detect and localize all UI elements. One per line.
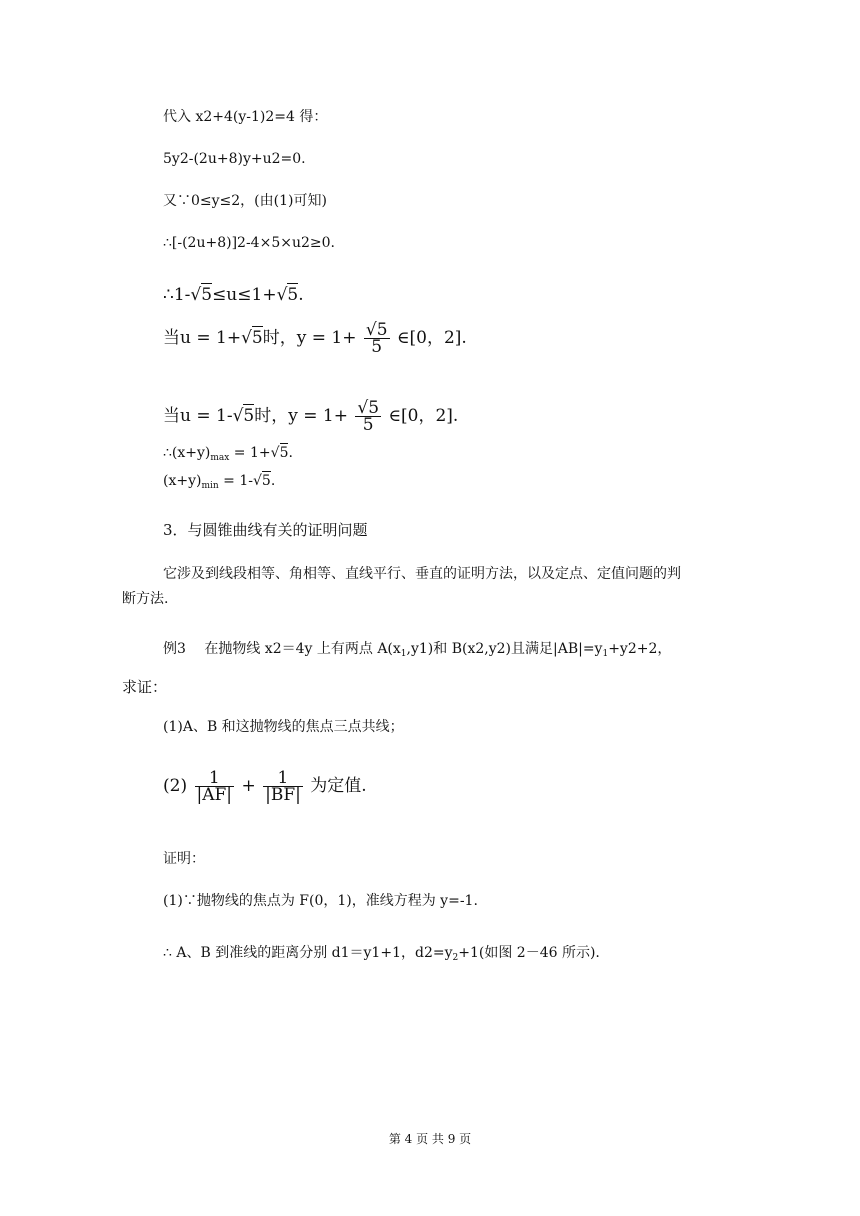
line-when-u-minus: 当u = 1-√5时，y = 1+ $\frac{√5}{5}$ ∈[0，2]. <box>163 398 459 435</box>
page-footer: 第 4 页 共 9 页 <box>388 1132 472 1146</box>
fraction-1-over-bf: $\frac{1}{|BF|}$ <box>265 768 301 805</box>
paragraph-line-1: 它涉及到线段相等、角相等、直线平行、垂直的证明方法，以及定点、定值问题的判 <box>163 566 681 582</box>
example-3-statement: 例3 在抛物线 x2＝4y 上有两点 $A(x_1,y1)$和 B(x2,y2)且满足$|AB|=y_1+y2+2$， <box>163 641 672 659</box>
line-range-y: 又∵0≤y≤2，(由(1)可知) <box>163 193 327 209</box>
example-3-prove: 求证： <box>122 678 168 696</box>
proof-heading: 证明： <box>163 851 205 867</box>
proof-line-2: ∴ A、B 到准线的距离分别 d1＝y1+1，$d2=y_2+1$(如图 2－46 所示). <box>163 945 600 963</box>
fraction-root5-over-5-b: $\frac{√5}{5}$ <box>357 398 380 435</box>
question-2: (2) $\frac{1}{|AF|}$ + $\frac{1}{|BF|}$ 为定值. <box>163 768 367 805</box>
line-min: $(x+y)_{min} = 1-√5$. <box>163 473 276 491</box>
question-1: (1)A、B 和这抛物线的焦点三点共线； <box>163 719 404 735</box>
section-heading: 3．与圆锥曲线有关的证明问题 <box>163 521 368 539</box>
line-substitute: 代入 x2+4(y-1)2=4 得： <box>163 109 328 125</box>
paragraph-line-2: 断方法. <box>122 591 169 607</box>
line-quadratic: 5y2-(2u+8)y+u2=0. <box>163 151 306 167</box>
fraction-root5-over-5: $\frac{√5}{5}$ <box>365 320 388 357</box>
line-max: $\therefore(x+y)_{max} = 1+√5$. <box>163 445 293 463</box>
fraction-1-over-af: $\frac{1}{|AF|}$ <box>196 768 233 805</box>
line-u-range: ∴1-√5≤u≤1+√5. <box>163 285 304 305</box>
proof-line-1: (1)∵抛物线的焦点为 F(0，1)，准线方程为 y=-1. <box>163 893 478 909</box>
line-discriminant: ∴[-(2u+8)]2-4×5×u2≥0. <box>163 235 335 251</box>
line-when-u-plus: 当u = 1+√5时，y = 1+ $\frac{√5}{5}$ ∈[0，2]. <box>163 320 467 357</box>
